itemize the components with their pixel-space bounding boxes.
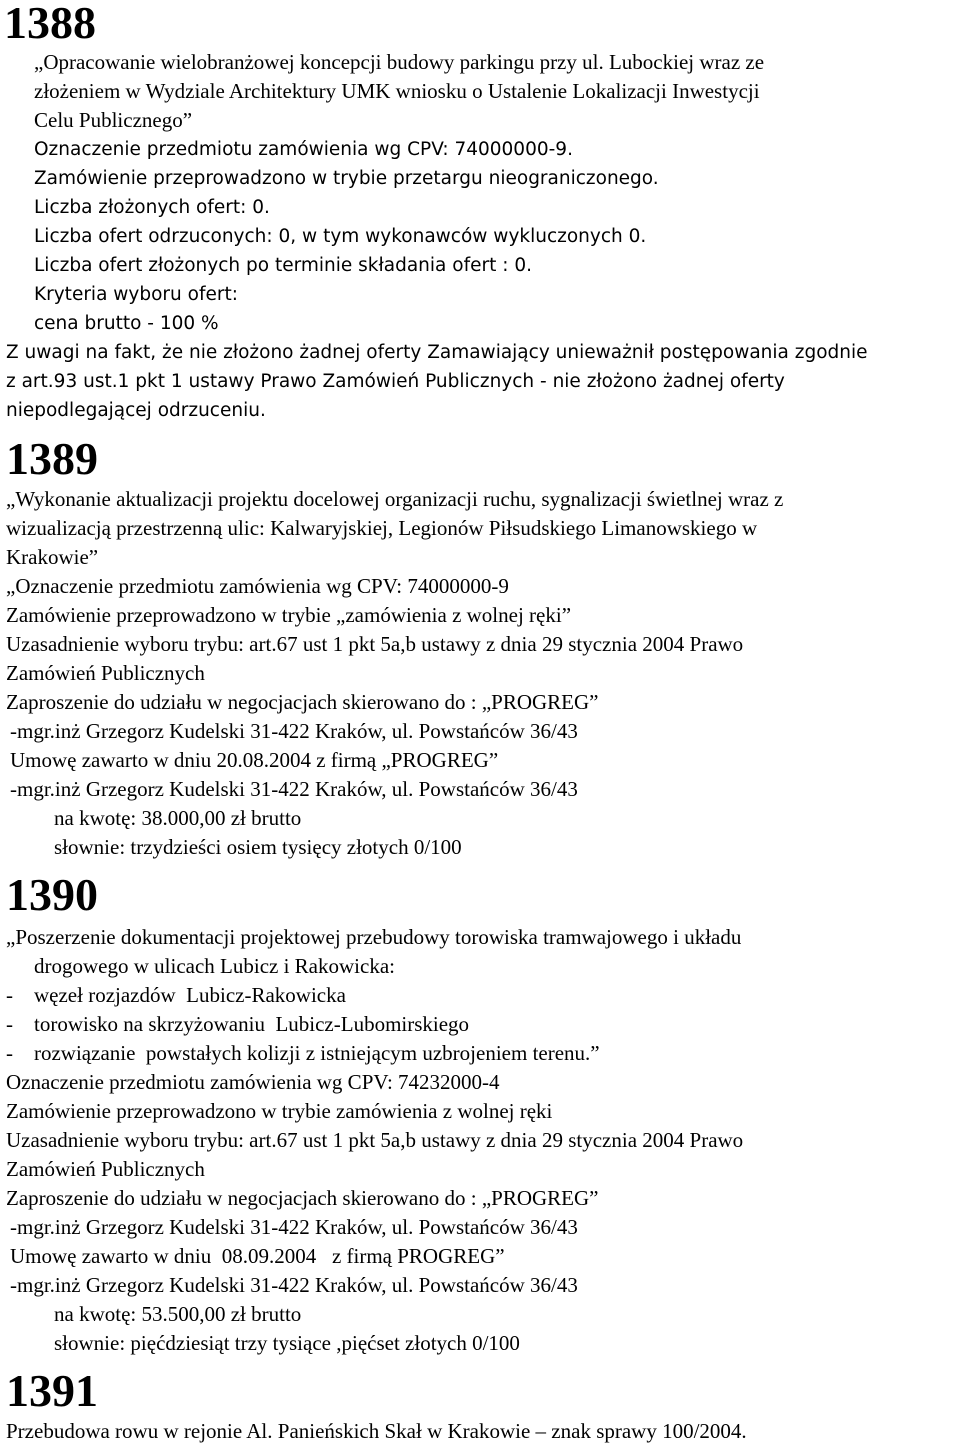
text-line: -mgr.inż Grzegorz Kudelski 31-422 Kraków, ul. Powstańców 36/43: [10, 1273, 578, 1297]
text-line: Oznaczenie przedmiotu zamówienia wg CPV: 74000000-9.: [34, 139, 573, 160]
text-line: Liczba złożonych ofert: 0.: [34, 197, 270, 218]
text-line: z art.93 ust.1 pkt 1 ustawy Prawo Zamówień Publicznych - nie złożono żadnej oferty: [6, 371, 785, 392]
section-number-1390: 1390: [6, 869, 98, 920]
text-line: cena brutto - 100 %: [34, 313, 219, 334]
text-line: Zaproszenie do udziału w negocjacjach skierowano do : „PROGREG”: [6, 690, 599, 714]
text-line: -mgr.inż Grzegorz Kudelski 31-422 Kraków, ul. Powstańców 36/43: [10, 1215, 578, 1239]
text-line: -mgr.inż Grzegorz Kudelski 31-422 Kraków, ul. Powstańców 36/43: [10, 777, 578, 801]
section-number-1389: 1389: [6, 433, 98, 484]
text-line: słownie: pięćdziesiąt trzy tysiące ,pięćset złotych 0/100: [54, 1331, 520, 1355]
text-line: niepodlegającej odrzuceniu.: [6, 400, 266, 421]
text-line: Kryteria wyboru ofert:: [34, 284, 238, 305]
text-line: Celu Publicznego”: [34, 108, 193, 132]
text-line: Przebudowa rowu w rejonie Al. Panieńskich Skał w Krakowie – znak sprawy 100/2004.: [6, 1419, 747, 1443]
text-line: Zamówień Publicznych: [6, 1157, 205, 1181]
text-line: na kwotę: 38.000,00 zł brutto: [54, 806, 302, 830]
text-line: - węzeł rozjazdów Lubicz-Rakowicka: [6, 983, 346, 1007]
text-line: Uzasadnienie wyboru trybu: art.67 ust 1 pkt 5a,b ustawy z dnia 29 stycznia 2004 Prawo: [6, 632, 744, 656]
text-line: - torowisko na skrzyżowaniu Lubicz-Lubomirskiego: [6, 1012, 470, 1036]
text-line: Liczba ofert odrzuconych: 0, w tym wykonawców wykluczonych 0.: [34, 226, 647, 247]
section-number-1388: 1388: [4, 0, 96, 48]
text-line: Zamówienie przeprowadzono w trybie „zamówienia z wolnej ręki”: [6, 603, 572, 627]
text-line: Umowę zawarto w dniu 20.08.2004 z firmą „PROGREG”: [10, 748, 499, 772]
text-line: Krakowie”: [6, 545, 99, 569]
section-number-1391: 1391: [6, 1365, 98, 1416]
text-line: -mgr.inż Grzegorz Kudelski 31-422 Kraków, ul. Powstańców 36/43: [10, 719, 578, 743]
text-line: Zaproszenie do udziału w negocjacjach skierowano do : „PROGREG”: [6, 1186, 599, 1210]
text-line: na kwotę: 53.500,00 zł brutto: [54, 1302, 302, 1326]
text-line: drogowego w ulicach Lubicz i Rakowicka:: [34, 954, 395, 978]
text-line: „Poszerzenie dokumentacji projektowej przebudowy torowiska tramwajowego i układu: [6, 925, 742, 949]
text-line: Zamówień Publicznych: [6, 661, 205, 685]
text-line: wizualizacją przestrzenną ulic: Kalwaryjskiej, Legionów Piłsudskiego Limanowskiego w: [6, 516, 758, 540]
text-line: „Oznaczenie przedmiotu zamówienia wg CPV: 74000000-9: [6, 574, 509, 598]
text-line: Umowę zawarto w dniu 08.09.2004 z firmą PROGREG”: [10, 1244, 505, 1268]
text-line: „Wykonanie aktualizacji projektu docelowej organizacji ruchu, sygnalizacji świetlnej wraz z: [6, 487, 784, 511]
text-line: Oznaczenie przedmiotu zamówienia wg CPV: 74232000-4: [6, 1070, 500, 1094]
text-line: - rozwiązanie powstałych kolizji z istniejącym uzbrojeniem terenu.”: [6, 1041, 600, 1065]
text-line: Liczba ofert złożonych po terminie składania ofert : 0.: [34, 255, 532, 276]
text-line: Zamówienie przeprowadzono w trybie przetargu nieograniczonego.: [34, 168, 659, 189]
text-line: słownie: trzydzieści osiem tysięcy złotych 0/100: [54, 835, 462, 859]
text-line: Uzasadnienie wyboru trybu: art.67 ust 1 pkt 5a,b ustawy z dnia 29 stycznia 2004 Prawo: [6, 1128, 744, 1152]
text-line: „Opracowanie wielobranżowej koncepcji budowy parkingu przy ul. Lubockiej wraz ze: [34, 50, 765, 74]
text-line: Zamówienie przeprowadzono w trybie zamówienia z wolnej ręki: [6, 1099, 553, 1123]
text-line: Z uwagi na fakt, że nie złożono żadnej oferty Zamawiający unieważnił postępowania zgodnie: [6, 342, 868, 363]
text-line: złożeniem w Wydziale Architektury UMK wniosku o Ustalenie Lokalizacji Inwestycji: [34, 79, 760, 103]
